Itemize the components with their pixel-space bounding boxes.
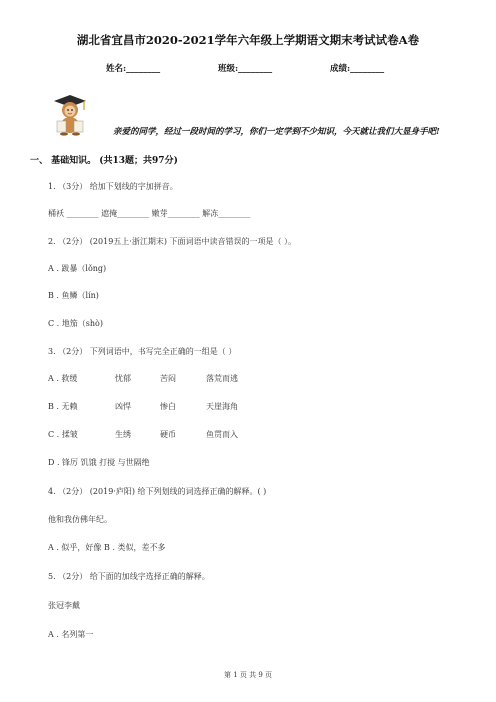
page-footer: 第 1 页 共 9 页 [223,671,273,679]
score-field: 成绩:________ [330,64,385,74]
option-c-word-2: 生绣 [115,430,131,439]
option-a-word-3: 苦闷 [160,374,176,383]
question-1: 1. （3分） 给加下划线的字加拼音。 [48,182,178,191]
option-a-word-2: 忧郁 [115,374,131,383]
option-b-word-1: B . 无赖 [48,402,78,411]
student-mascot-icon [48,92,88,136]
option-d: D . 锋厉 饥饿 打搅 与世隔绝 [48,458,150,467]
question-2: 2. （2分） (2019五上·浙江期末) 下面词语中读音错误的一项是（ ）。 [48,237,297,246]
name-field: 姓名:________ [106,64,161,74]
question-4-sentence: 他和我仿佛年纪。 [48,515,112,524]
question-4: 4. （2分） (2019·庐阳) 给下列划线的词选择正确的解释。( ) [48,487,267,496]
question-3: 3. （2分） 下列词语中，书写完全正确的一组是（ ） [48,347,237,356]
option-b-word-2: 凶悍 [115,402,131,411]
question-1-blanks: 桶袄 ________ 遮掩________ 嫩芽________ 解冻________ [48,209,251,218]
section-heading: 一、 基础知识。 (共13题；共97分) [30,156,178,166]
option-b-word-3: 惨白 [160,402,176,411]
option-a-word-4: 落荒而逃 [206,374,238,383]
page-title: 湖北省宜昌市2020-2021学年六年级上学期语文期末考试试卷A卷 [76,33,420,47]
question-5-option-a: A . 名列第一 [48,630,94,639]
option-c-word-3: 硬币 [160,430,176,439]
question-4-options: A . 似乎，好像 B . 类似，差不多 [48,543,166,552]
option-a-word-1: A . 救缓 [48,374,78,383]
question-5: 5. （2分） 给下面的加线字选择正确的解释。 [48,572,210,581]
option-a: A . 跋暴（lǒng) [48,264,107,273]
class-field: 班级:________ [218,64,273,74]
option-c-word-1: C . 揉皱 [48,430,78,439]
question-5-idiom: 张冠李戴 [48,601,80,610]
option-b-word-4: 天崖海角 [206,402,238,411]
option-b: B . 鱼鳞（lín) [48,291,99,300]
option-c-word-4: 鱼贯而入 [206,430,238,439]
option-c: C . 地笳（shò) [48,319,103,328]
greeting-text: 亲爱的同学，经过一段时间的学习，你们一定学到不少知识，今天就让我们大显身手吧! [113,127,440,137]
